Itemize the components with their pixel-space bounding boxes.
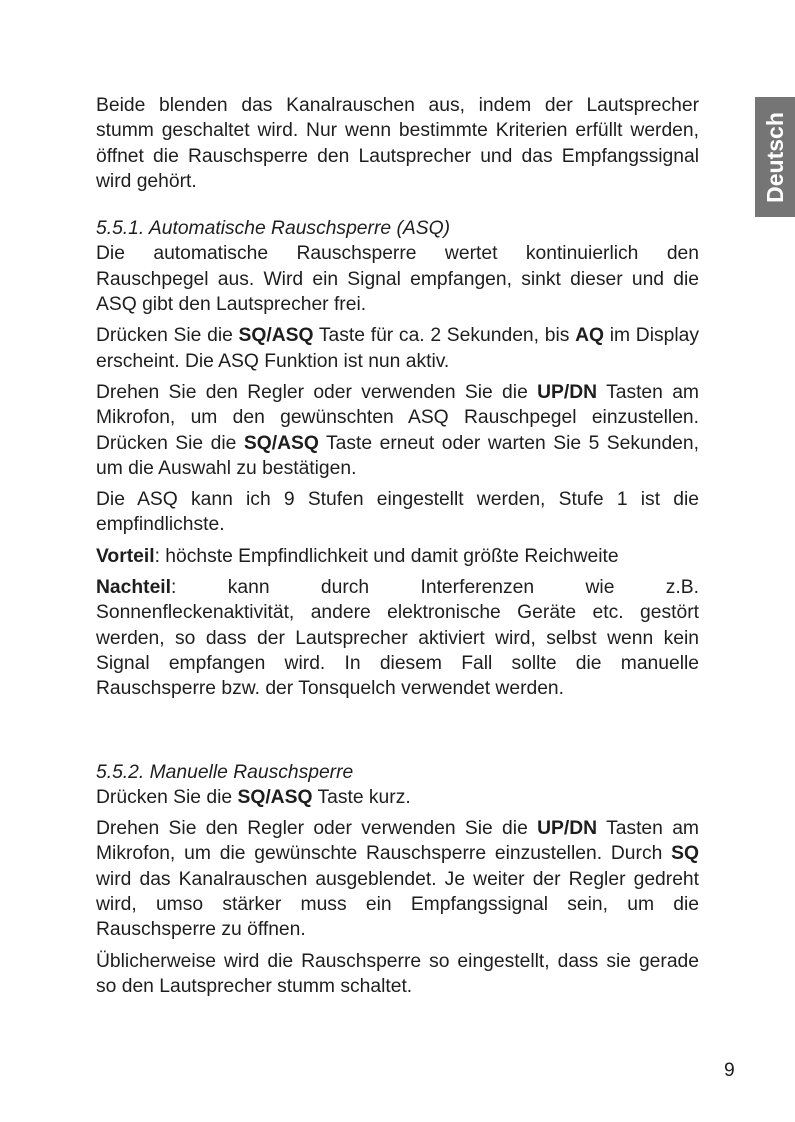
asq-paragraph-3 [96,380,699,481]
key-up-dn: UP/DN [537,381,598,403]
vorteil-paragraph [96,544,699,569]
key-sq-asq: SQ/ASQ [237,786,313,808]
key-sq-asq: SQ/ASQ [243,432,319,454]
text [96,575,176,600]
intro-paragraph: Beide blenden das Kanalrauschen aus, indem der Lautsprecher stumm geschaltet wird. Nur wenn bestimmte Kriterien erfüllt werden, öffnet die Rauschsperre den Lautsprecher und das Empfangssignal wird gehört. [96,95,699,192]
key-up-dn: UP/DN [537,818,598,840]
text: wird das Kanalrauschen ausgeblendet. Je weiter der Regler gedreht wird, umso stärker muss ein Empfangssignal sein, um die Rauschsperre zu öffnen. [96,868,699,941]
text: Taste erneut oder warten Sie 5 Sekunden, um die Auswahl zu bestätigen. [96,432,699,479]
text: kann [227,577,270,599]
vorteil-text: : höchste Empfindlichkeit und damit größte Reichweite [154,545,619,567]
page-number: 9 [724,1060,735,1081]
asq-paragraph-1: Die automatische Rauschsperre wertet kontinuierlich den Rauschpegel aus. Wird ein Signal empfangen, sinkt dieser und die ASQ gibt den Lautsprecher frei. [96,243,699,316]
vorteil-label: Vorteil [96,545,155,567]
text: im Display erscheint. Die ASQ Funktion ist nun aktiv. [96,325,699,372]
nachteil-paragraph [96,575,699,701]
asq-section [96,216,699,701]
text: durch [320,577,370,599]
nachteil-text: Sonnenfleckenaktivität, andere elektronische Geräte etc. gestört werden, so dass der Lautsprecher aktiviert wird, selbst wenn kein Signal empfangen wird. In diesem Fall sollte die manuelle Rauschsperre bzw. der Tonsquelch verwendet werden. [96,602,699,700]
text: Taste für ca. 2 Sekunden, bis [313,325,576,347]
manual-paragraph-1 [96,785,699,810]
language-tab-label: Deutsch [761,111,788,203]
manual-section [96,760,699,1000]
language-tab [755,97,795,217]
asq-heading: 5.5.1. Automatische Rauschsperre (ASQ) [96,218,451,240]
asq-paragraph-4: Die ASQ kann ich 9 Stufen eingestellt werden, Stufe 1 ist die empfindlichste. [96,489,699,536]
text: z.B. [665,577,699,599]
text: Interferenzen [420,577,535,599]
asq-paragraph-2 [96,323,699,374]
manual-heading: 5.5.2. Manuelle Rauschsperre [96,761,354,783]
page-content [96,93,699,1005]
text: Drücken Sie die [96,786,238,808]
nachteil-label: Nachteil [96,577,172,599]
manual-paragraph-2 [96,816,699,942]
key-sq-asq: SQ/ASQ [238,325,314,347]
text: : [171,577,177,599]
text: Tasten am Mikrofon, um die gewünschte Rauschsperre einzustellen. Durch [96,818,699,865]
display-aq: AQ [575,325,604,347]
text: wie [585,577,615,599]
text: Taste kurz. [312,786,411,808]
nachteil-first-line [96,575,699,600]
text: Drücken Sie die [96,325,239,347]
text: Tasten am Mikrofon, um den gewünschten ASQ Rauschpegel einzustellen. Drücken Sie die [96,381,699,454]
text: Drehen Sie den Regler oder verwenden Sie die [96,381,538,403]
manual-paragraph-3: Üblicherweise wird die Rauschsperre so eingestellt, dass sie gerade so den Lautsprecher stumm schaltet. [96,950,699,997]
key-sq: SQ [671,843,699,865]
text: Drehen Sie den Regler oder verwenden Sie die [96,818,538,840]
